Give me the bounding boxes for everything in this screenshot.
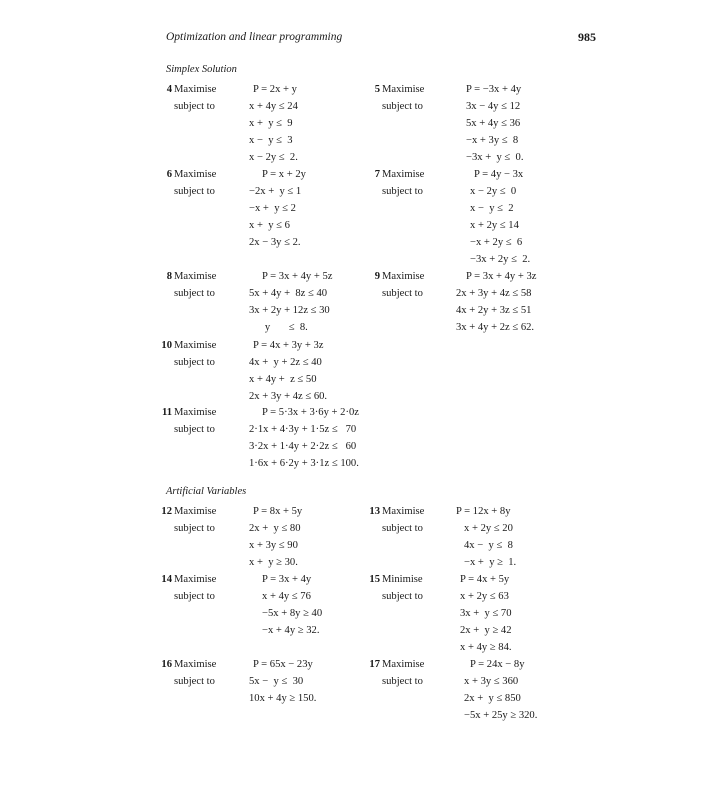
constraint: 10x + 4y ≥ 150. [249, 693, 317, 704]
constraint: x + 2y ≤ 14 [470, 220, 519, 231]
constraint: x + 3y ≤ 360 [464, 676, 519, 687]
constraint: x + 4y ≥ 84. [460, 642, 512, 653]
subject-to-label: subject to [174, 523, 215, 534]
constraint: x + y ≤ 6 [249, 220, 290, 231]
problem-action: Maximise [382, 659, 425, 670]
problem-number: 6 [166, 169, 172, 180]
constraint: 3x + y ≤ 70 [460, 608, 512, 619]
objective-function: P = 65x − 23y [253, 659, 313, 670]
problem-action: Maximise [174, 506, 217, 517]
constraint-list [464, 673, 537, 724]
constraint: x + 4y + z ≤ 50 [249, 374, 317, 385]
constraint-list [249, 183, 301, 251]
problem-action: Maximise [382, 271, 425, 282]
constraint: −3x + 2y ≤ 2. [470, 254, 531, 265]
constraint: 4x + y + 2z ≤ 40 [249, 357, 322, 368]
subject-to-label: subject to [174, 591, 215, 602]
problem-number: 15 [369, 574, 380, 585]
constraint: 5x + 4y + 8z ≤ 40 [249, 288, 328, 299]
problem-action: Maximise [174, 271, 217, 282]
constraint-list [249, 520, 301, 571]
subject-to-label: subject to [382, 591, 423, 602]
constraint: x + 3y ≤ 90 [249, 540, 298, 551]
subject-to-label: subject to [174, 186, 215, 197]
constraint: x − y ≤ 3 [249, 135, 293, 146]
problem-action: Maximise [382, 84, 425, 95]
page-number: 985 [578, 30, 596, 44]
constraint: −x + 4y ≥ 32. [262, 625, 320, 636]
constraint: 1·6x + 6·2y + 3·1z ≤ 100. [249, 458, 359, 469]
constraint: x − y ≤ 2 [470, 203, 514, 214]
objective-function: P = 3x + 4y [262, 574, 312, 585]
problem-number: 5 [374, 84, 380, 95]
constraint-list [460, 588, 512, 656]
constraint-list [249, 354, 327, 405]
objective-function: P = x + 2y [262, 169, 306, 180]
constraint: x − 2y ≤ 2. [249, 152, 298, 163]
problem-number: 12 [161, 506, 172, 517]
constraint: x + y ≥ 30. [249, 557, 298, 568]
problem-number: 10 [161, 340, 172, 351]
constraint: x + y ≤ 9 [249, 118, 293, 129]
problem-number: 9 [374, 271, 380, 282]
objective-function: P = 3x + 4y + 3z [466, 271, 537, 282]
constraint: −3x + y ≤ 0. [466, 152, 524, 163]
objective-function: P = 4x + 5y [460, 574, 510, 585]
constraint-list [249, 673, 316, 707]
objective-function: P = 4y − 3x [474, 169, 524, 180]
constraint-list [249, 285, 330, 336]
problem-number: 11 [161, 407, 172, 418]
constraint: 3x + 4y + 2z ≤ 62. [456, 322, 535, 333]
subject-to-label: subject to [174, 424, 215, 435]
constraint: 4x − y ≤ 8 [464, 540, 513, 551]
subject-to-label: subject to [174, 357, 215, 368]
constraint: 3·2x + 1·4y + 2·2z ≤ 60 [249, 441, 357, 452]
subject-to-label: subject to [382, 101, 423, 112]
constraint: 2x + 3y + 4z ≤ 60. [249, 391, 328, 402]
constraint: −x + y ≤ 2 [249, 203, 296, 214]
objective-function: P = 12x + 8y [456, 506, 511, 517]
constraint: 2x − 3y ≤ 2. [249, 237, 301, 248]
constraint-list [466, 98, 524, 166]
constraint: −5x + 8y ≥ 40 [262, 608, 323, 619]
constraint: 3x − 4y ≤ 12 [466, 101, 521, 112]
constraint: x + 4y ≤ 24 [249, 101, 298, 112]
subject-to-label: subject to [174, 101, 215, 112]
problem-number: 14 [161, 574, 172, 585]
problem-action: Maximise [382, 169, 425, 180]
problem-action: Maximise [174, 659, 217, 670]
constraint-list [249, 421, 359, 472]
constraint: 2x + y ≥ 42 [460, 625, 512, 636]
constraint-list [456, 285, 534, 336]
objective-function: P = 5·3x + 3·6y + 2·0z [262, 407, 359, 418]
problem-action: Maximise [382, 506, 425, 517]
objective-function: P = 3x + 4y + 5z [262, 271, 333, 282]
subject-to-label: subject to [174, 288, 215, 299]
constraint: 2x + y ≤ 850 [464, 693, 521, 704]
subject-to-label: subject to [382, 186, 423, 197]
problem-number: 17 [369, 659, 380, 670]
problem-action: Maximise [174, 574, 217, 585]
subject-to-label: subject to [382, 523, 423, 534]
subject-to-label: subject to [382, 676, 423, 687]
problem-action: Maximise [174, 407, 217, 418]
constraint: 2x + y ≤ 80 [249, 523, 301, 534]
constraint: y ≤ 8. [249, 322, 308, 333]
problem-number: 7 [374, 169, 380, 180]
problem-number: 8 [166, 271, 172, 282]
problem-number: 13 [369, 506, 380, 517]
problem-action: Maximise [174, 340, 217, 351]
running-header-title: Optimization and linear programming [166, 31, 343, 43]
objective-function: P = 8x + 5y [253, 506, 303, 517]
subject-to-label: subject to [382, 288, 423, 299]
constraint: −x + 3y ≤ 8 [466, 135, 519, 146]
constraint-list [262, 588, 322, 639]
problem-number: 4 [166, 84, 172, 95]
section-heading-artificial: Artificial Variables [166, 486, 247, 497]
objective-function: P = 4x + 3y + 3z [253, 340, 324, 351]
constraint: 5x + 4y ≤ 36 [466, 118, 521, 129]
constraint: 2x + 3y + 4z ≤ 58 [456, 288, 532, 299]
constraint-list [249, 98, 298, 166]
constraint: x + 2y ≤ 63 [460, 591, 509, 602]
constraint: 2·1x + 4·3y + 1·5z ≤ 70 [249, 424, 357, 435]
subject-to-label: subject to [174, 676, 215, 687]
objective-function: P = −3x + 4y [466, 84, 522, 95]
objective-function: P = 2x + y [253, 84, 297, 95]
constraint: 3x + 2y + 12z ≤ 30 [249, 305, 330, 316]
objective-function: P = 24x − 8y [470, 659, 525, 670]
constraint: 5x − y ≤ 30 [249, 676, 304, 687]
constraint: 4x + 2y + 3z ≤ 51 [456, 305, 532, 316]
section-heading-simplex: Simplex Solution [166, 64, 237, 75]
constraint-list [464, 520, 516, 571]
constraint: −5x + 25y ≥ 320. [464, 710, 538, 721]
constraint: x − 2y ≤ 0 [470, 186, 517, 197]
constraint-list [470, 183, 530, 268]
constraint: −x + 2y ≤ 6 [470, 237, 523, 248]
problem-action: Maximise [174, 169, 217, 180]
constraint: −2x + y ≤ 1 [249, 186, 302, 197]
problem-action: Maximise [174, 84, 217, 95]
constraint: x + 4y ≤ 76 [262, 591, 311, 602]
problem-number: 16 [161, 659, 172, 670]
problem-action: Minimise [382, 574, 423, 585]
constraint: x + 2y ≤ 20 [464, 523, 513, 534]
constraint: −x + y ≥ 1. [464, 557, 517, 568]
